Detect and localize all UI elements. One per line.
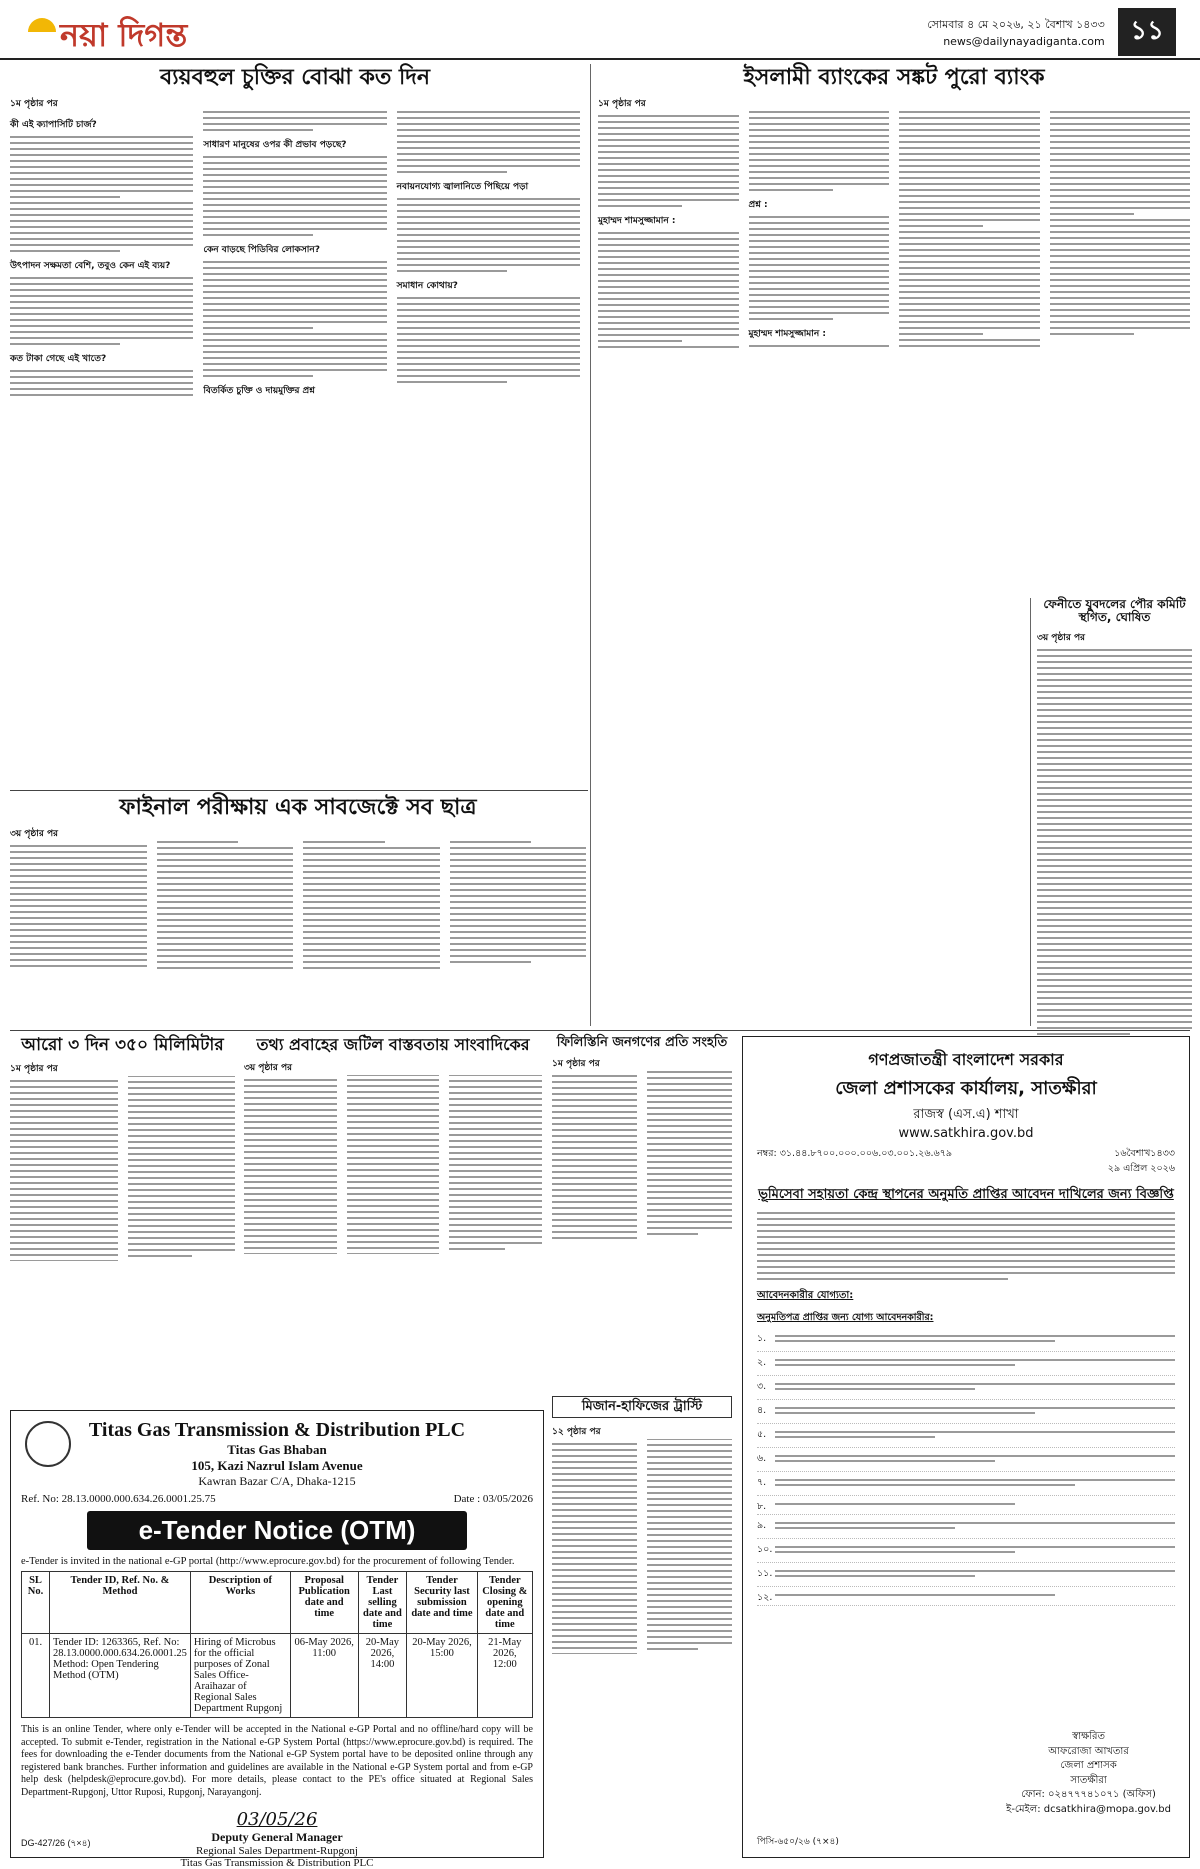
- table-cell: Hiring of Microbus for the official purposes of Zonal Sales Office-Araihazar of Regional Sales Department Rupgonj: [190, 1634, 290, 1718]
- subheading: উৎপাদন সক্ষমতা বেশি, তবুও কেন এই ব্যয়?: [10, 261, 171, 272]
- subheading: বিতর্কিত চুক্তি ও দায়মুক্তির প্রশ্ন: [203, 386, 315, 397]
- signed-label: স্বাক্ষরিত: [1072, 1731, 1106, 1742]
- list-item: ৪.: [757, 1400, 1175, 1424]
- article-feni-jubodal: [1030, 598, 1192, 1026]
- list-item: ২.: [757, 1352, 1175, 1376]
- article-palestine: [552, 1036, 732, 1390]
- article-body: [1037, 649, 1192, 1035]
- table-header: Description of Works: [190, 1572, 290, 1634]
- date-bengali: ১৬বৈশাখ১৪৩৩: [1114, 1148, 1175, 1159]
- government-notice-ad: [742, 1036, 1190, 1858]
- list-item: ৮.: [757, 1496, 1175, 1515]
- ad-code: পিসি-৬৫০/২৬ (৭×৪): [757, 1837, 839, 1847]
- ref-row: [21, 1493, 533, 1505]
- article-body: [10, 1076, 235, 1406]
- signer-name: আফরোজা আখতার: [1048, 1745, 1129, 1757]
- building-name: Titas Gas Bhaban: [227, 1442, 327, 1457]
- article-headline[interactable]: তথ্য প্রবাহের জটিল বাস্তবতায় সাংবাদিকের: [256, 1035, 530, 1054]
- list-item: ৯.: [757, 1515, 1175, 1539]
- table-row: [22, 1634, 533, 1718]
- article-mizan-trustee: [552, 1396, 732, 1858]
- table-cell: 06-May 2026, 11:00: [290, 1634, 358, 1718]
- gov-title: গণপ্রজাতন্ত্রী বাংলাদেশ সরকার: [868, 1050, 1064, 1069]
- reference-number: Ref. No: 28.13.0000.000.634.26.0001.25.75: [21, 1493, 216, 1505]
- notice-date: Date : 03/05/2026: [453, 1493, 533, 1505]
- continuation-label: ৩য় পৃষ্ঠার পর: [10, 829, 59, 840]
- subheading: সমাধান কোথায়?: [396, 281, 458, 292]
- subheading: কী এই ক্যাপাসিটি চার্জ?: [10, 120, 97, 131]
- article-headline[interactable]: ফেনীতে যুবদলের পৌর কমিটি স্থগিত, ঘোষিত: [1043, 597, 1186, 625]
- section-divider: [10, 1030, 1190, 1031]
- list-item: ১১.: [757, 1563, 1175, 1587]
- company-name: Titas Gas Transmission & Distribution PLC: [88, 1419, 466, 1441]
- article-headline[interactable]: ফিলিস্তিনি জনগণের প্রতি সংহতি: [556, 1035, 728, 1050]
- table-cell: Tender ID: 1263365, Ref. No: 28.13.0000.000.634.26.0001.25 Method: Open Tendering Method (OTM): [50, 1634, 191, 1718]
- table-header: Tender Last selling date and time: [358, 1572, 407, 1634]
- continuation-label: ১ম পৃষ্ঠার পর: [552, 1059, 600, 1070]
- article-headline[interactable]: ফাইনাল পরীক্ষায় এক সাবজেক্টে সব ছাত্র: [119, 795, 477, 820]
- section-title: রাজস্ব (এস.এ) শাখা: [913, 1107, 1019, 1122]
- office-email[interactable]: ই-মেইল: dcsatkhira@mopa.gov.bd: [1006, 1803, 1171, 1815]
- article-headline[interactable]: আরো ৩ দিন ৩৫০ মিলিমিটার: [21, 1035, 224, 1055]
- newspaper-logo[interactable]: নয়া দিগন্ত: [28, 10, 187, 64]
- contact-email[interactable]: news@dailynayadiganta.com: [943, 35, 1105, 48]
- article-journalist: [244, 1036, 542, 1406]
- list-item: ৬.: [757, 1448, 1175, 1472]
- subheading: মুহাম্মদ শামসুজ্জামান :: [598, 216, 676, 227]
- signature-block: [21, 1809, 533, 1869]
- office-title: জেলা প্রশাসকের কার্যালয়, সাতক্ষীরা: [835, 1078, 1097, 1099]
- table-header: Tender ID, Ref. No. & Method: [50, 1572, 191, 1634]
- subheading: প্রশ্ন :: [748, 200, 768, 211]
- office-phone: ফোন: ০২৪৭৭৭৪১০৭১ (অফিস): [1021, 1789, 1156, 1800]
- memo-number: নম্বর: ৩১.৪৪.৮৭০০.০০০.০০৬.০৩.০০১.২৬.৬৭৯: [757, 1148, 953, 1159]
- issue-date: সোমবার ৪ মে ২০২৬, ২১ বৈশাখ ১৪৩৩: [927, 18, 1105, 31]
- table-cell: 20-May 2026, 15:00: [407, 1634, 477, 1718]
- tender-notice-ad: [10, 1410, 544, 1869]
- requirement-list: [757, 1328, 1175, 1606]
- table-header: Proposal Publication date and time: [290, 1572, 358, 1634]
- subheading: কেন বাড়ছে পিডিবির লোকসান?: [203, 245, 320, 256]
- article-body: [244, 1075, 542, 1405]
- table-cell: 01.: [22, 1634, 50, 1718]
- signer-dept: Regional Sales Department-Rupgonj: [196, 1845, 358, 1857]
- masthead: [0, 0, 1200, 60]
- company-address: 105, Kazi Nazrul Islam Avenue: [191, 1458, 363, 1473]
- website-link[interactable]: www.satkhira.gov.bd: [898, 1126, 1034, 1141]
- list-item: ৫.: [757, 1424, 1175, 1448]
- continuation-label: ৩য় পৃষ্ঠার পর: [1037, 633, 1086, 644]
- list-heading: অনুমতিপত্র প্রাপ্তির জন্য যোগ্য আবেদনকারীর:: [757, 1312, 934, 1323]
- page-number: ১১: [1118, 8, 1176, 56]
- article-headline[interactable]: ইসলামী ব্যাংকের সঙ্কট পুরো ব্যাংক: [743, 65, 1045, 90]
- article-headline[interactable]: ব্যয়বহুল চুক্তির বোঝা কত দিন: [159, 65, 430, 90]
- continuation-label: ১ম পৃষ্ঠার পর: [10, 1063, 58, 1074]
- notice-body: [757, 1212, 1175, 1280]
- subheading: সাধারণ মানুষের ওপর কী প্রভাব পড়ছে?: [203, 140, 347, 151]
- article-headline[interactable]: মিজান-হাফিজের ট্রাস্টি: [552, 1396, 732, 1418]
- continuation-label: ৩য় পৃষ্ঠার পর: [244, 1062, 293, 1073]
- table-header-row: [22, 1572, 533, 1634]
- continuation-label: ১২ পৃষ্ঠার পর: [552, 1427, 601, 1438]
- table-header: Tender Closing & opening date and time: [477, 1572, 532, 1634]
- column-divider: [590, 64, 591, 1026]
- article-body: [552, 1439, 732, 1859]
- article-body: [10, 841, 586, 1031]
- ad-code: DG-427/26 (৭×৪): [21, 1838, 91, 1848]
- subheading: মুহাম্মদ শামসুজ্জামান :: [748, 329, 827, 340]
- signer-title: জেলা প্রশাসক: [1060, 1760, 1117, 1771]
- list-item: ১০.: [757, 1539, 1175, 1563]
- company-address-2: Kawran Bazar C/A, Dhaka-1215: [198, 1474, 356, 1488]
- signer-place: সাতক্ষীরা: [1070, 1774, 1107, 1786]
- memo-row: [757, 1147, 1175, 1177]
- table-cell: 20-May 2026, 14:00: [358, 1634, 407, 1718]
- subheading: কত টাকা গেছে এই খাতে?: [10, 354, 107, 365]
- list-item: ১.: [757, 1328, 1175, 1352]
- table-cell: 21-May 2026, 12:00: [477, 1634, 532, 1718]
- article-body: [10, 111, 580, 781]
- article-final-exam: [10, 796, 586, 1026]
- continuation-label: ১ম পৃষ্ঠার পর: [598, 99, 646, 110]
- notice-subject: ভূমিসেবা সহায়তা কেন্দ্র স্থাপনের অনুমতি প্রাপ্তির আবেদন দাখিলের জন্য বিজ্ঞপ্তি: [758, 1187, 1174, 1202]
- table-header: Tender Security last submission date and time: [407, 1572, 477, 1634]
- gov-signature-block: [1006, 1730, 1171, 1817]
- article-body: [552, 1071, 732, 1387]
- continuation-label: ১ম পৃষ্ঠার পর: [10, 99, 58, 110]
- list-item: ৭.: [757, 1472, 1175, 1496]
- company-seal-icon: [25, 1421, 71, 1467]
- tender-terms: This is an online Tender, where only e-Tender will be accepted in the National e-GP Portal and no offline/hard copy will be accepted. To submit e-Tender, registration in the National e-GP System Portal (https://www.eprocure.gov.bd) is required. The fees for downloading the e-Tender documents from the National e-GP System portal have to be deposited online through any registered bank branches. Further information and guidelines are available in the National e-GP System portal and from e-GP help desk (helpdesk@eprocure.gov.bd). For more details, please contact to the PE's office situated at Regional Sales Department-Rupgonj, Uttor Ruposi, Rupgonj, Narayangonj.: [21, 1724, 533, 1798]
- list-item: ১২.: [757, 1587, 1175, 1606]
- signature-date: 03/05/26: [236, 1809, 318, 1830]
- article-rainfall: [10, 1036, 235, 1406]
- signer-org: Titas Gas Transmission & Distribution PLC: [180, 1857, 374, 1869]
- notice-title-banner: e-Tender Notice (OTM): [87, 1511, 467, 1550]
- article-capacity-charge: [10, 66, 580, 786]
- sun-icon: [28, 18, 56, 32]
- signer-title: Deputy General Manager: [211, 1830, 343, 1844]
- qualification-heading: আবেদনকারীর যোগ্যতা:: [757, 1290, 854, 1301]
- tender-intro: e-Tender is invited in the national e-GP portal (http://www.eprocure.gov.bd) for the procurement of following Tender.: [21, 1556, 515, 1567]
- section-divider: [10, 790, 588, 791]
- date-gregorian: ২৯ এপ্রিল ২০২৬: [1107, 1163, 1175, 1174]
- list-item: ৩.: [757, 1376, 1175, 1400]
- subheading: নবায়নযোগ্য জ্বালানিতে পিছিয়ে পড়া: [396, 182, 529, 193]
- masthead-info: [927, 8, 1176, 56]
- table-header: SL No.: [22, 1572, 50, 1634]
- tender-table: [21, 1571, 533, 1718]
